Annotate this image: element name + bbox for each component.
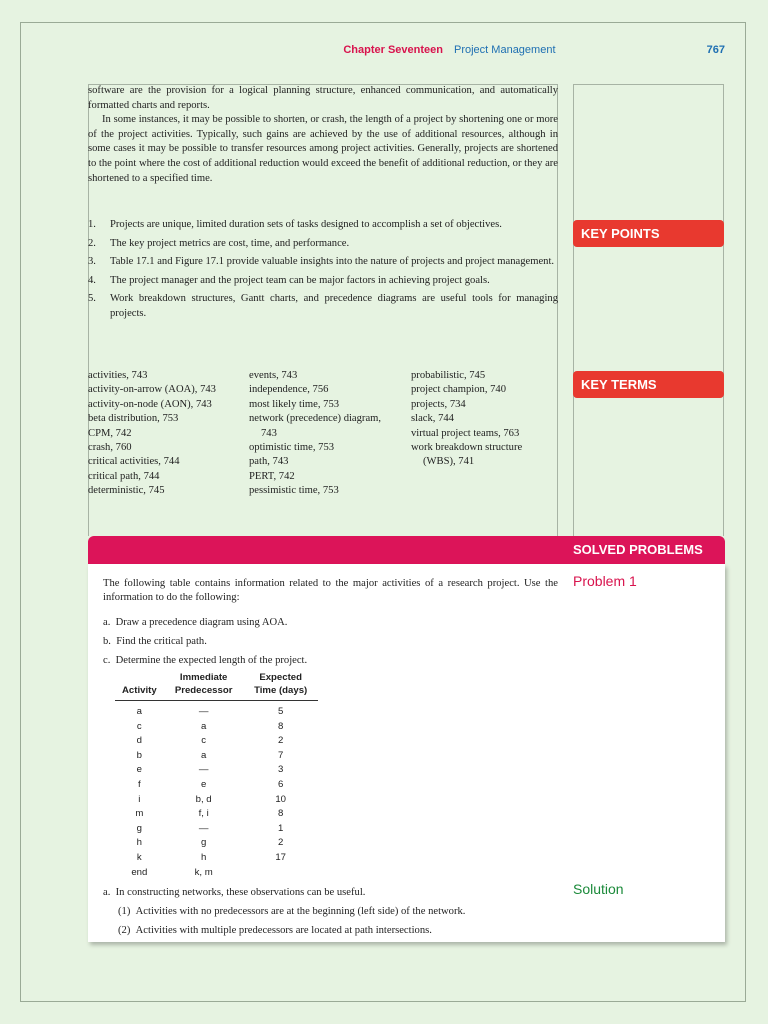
key-terms-column-3 bbox=[411, 369, 522, 470]
chapter-label: Chapter Seventeen bbox=[343, 44, 443, 56]
table-row: a — 5 bbox=[136, 706, 284, 717]
activity-table bbox=[115, 672, 318, 880]
term: activity-on-arrow (AOA), 743 bbox=[88, 384, 216, 396]
key-points-list bbox=[88, 218, 558, 326]
margin-column-frame bbox=[573, 84, 724, 536]
term: project champion, 740 bbox=[411, 384, 507, 396]
term: slack, 744 bbox=[411, 413, 454, 425]
table-row: f e 6 bbox=[137, 778, 284, 790]
intro-text bbox=[88, 84, 558, 186]
term: beta distribution, 753 bbox=[88, 413, 179, 425]
table-row: b a 7 bbox=[136, 749, 284, 761]
table-row: i b, d 10 bbox=[138, 793, 286, 805]
solution-line: a. In constructing networks, these observations can be useful. bbox=[103, 887, 366, 898]
term: most likely time, 753 bbox=[249, 398, 340, 410]
table-row: k h 17 bbox=[136, 851, 286, 863]
term: pessimistic time, 753 bbox=[249, 485, 339, 497]
term: virtual project teams, 763 bbox=[411, 427, 520, 439]
term: activity-on-node (AON), 743 bbox=[88, 398, 212, 410]
key-points-label: KEY POINTS bbox=[573, 220, 724, 247]
solution-line: (1) Activities with no predecessors are at the beginning (left side) of the network. bbox=[118, 906, 466, 917]
term: work breakdown structure bbox=[411, 442, 523, 454]
running-head bbox=[0, 44, 768, 60]
table-row: d c 2 bbox=[136, 735, 284, 747]
term: network (precedence) diagram, bbox=[249, 413, 382, 425]
term: PERT, 742 bbox=[249, 470, 295, 482]
table-row: m f, i 8 bbox=[135, 808, 284, 820]
task-item: c. Determine the expected length of the project. bbox=[103, 655, 308, 666]
table-row: e — 3 bbox=[136, 764, 284, 776]
term: (WBS), 741 bbox=[423, 456, 475, 468]
term: crash, 760 bbox=[88, 442, 132, 454]
key-terms-column-1 bbox=[88, 369, 216, 499]
column-header-time: Expected Time (days) bbox=[244, 672, 318, 701]
term: deterministic, 745 bbox=[88, 485, 165, 497]
list-item: 3. Table 17.1 and Figure 17.1 provide valuable insights into the nature of projects and project management. bbox=[88, 256, 555, 268]
list-item: 1. Projects are unique, limited duration sets of tasks designed to accomplish a set of objectives. bbox=[88, 219, 502, 230]
term: critical activities, 744 bbox=[88, 456, 180, 468]
column-header-activity: Activity bbox=[115, 672, 164, 701]
problem-heading: Problem 1 bbox=[573, 573, 637, 589]
list-item: 2. The key project metrics are cost, time, and performance. bbox=[88, 237, 350, 249]
list-item: 4. The project manager and the project team can be major factors in achieving project goals. bbox=[88, 274, 490, 286]
table-row: c a 8 bbox=[136, 720, 284, 732]
solution-text bbox=[103, 883, 465, 940]
term: 743 bbox=[261, 427, 277, 439]
table-row: end k, m bbox=[131, 866, 213, 878]
intro-paragraph-1: software are the provision for a logical planning structure, enhanced communication, and automatically formatted charts and reports. bbox=[88, 85, 558, 111]
term: path, 743 bbox=[249, 456, 289, 468]
column-header-predecessor: Immediate Predecessor bbox=[164, 672, 244, 701]
key-terms-label: KEY TERMS bbox=[573, 371, 724, 398]
problem-tasks bbox=[103, 613, 307, 670]
term: independence, 756 bbox=[249, 384, 329, 396]
table-row: h g 2 bbox=[136, 837, 284, 849]
task-item: b. Find the critical path. bbox=[103, 636, 207, 647]
solution-heading: Solution bbox=[573, 881, 624, 897]
solved-problems-bar bbox=[88, 536, 725, 564]
solved-problems-label: SOLVED PROBLEMS bbox=[573, 542, 703, 557]
solution-line: (2) Activities with multiple predecessors are located at path intersections. bbox=[118, 925, 432, 936]
chapter-title: Project Management bbox=[454, 44, 556, 56]
term: CPM, 742 bbox=[88, 427, 132, 439]
term: critical path, 744 bbox=[88, 470, 160, 482]
page-number: 767 bbox=[706, 44, 725, 56]
key-terms-column-2 bbox=[249, 369, 381, 499]
term: probabilistic, 745 bbox=[411, 370, 486, 381]
term: projects, 734 bbox=[411, 398, 466, 410]
table-row: g — 1 bbox=[136, 822, 284, 834]
term: activities, 743 bbox=[88, 370, 148, 381]
term: optimistic time, 753 bbox=[249, 442, 335, 454]
problem-intro: The following table contains information related to the major activities of a research project. Use the information to do the following: bbox=[103, 578, 558, 604]
term: events, 743 bbox=[249, 370, 298, 381]
list-item: 5. Work breakdown structures, Gantt charts, and precedence diagrams are useful tools for managing projects. bbox=[88, 293, 558, 319]
intro-paragraph-2: In some instances, it may be possible to shorten, or crash, the length of a project by shortening one or more of the project activities. Typically, such gains are achieved by the use of additional resources, although in some cases it may be possible to transfer resources among project activities. Generally, projects are shortened to the point where the cost of additional reduction would exceed the benefit of additional reduction, or they are shortened to a specified time. bbox=[88, 114, 558, 184]
task-item: a. Draw a precedence diagram using AOA. bbox=[103, 617, 288, 628]
